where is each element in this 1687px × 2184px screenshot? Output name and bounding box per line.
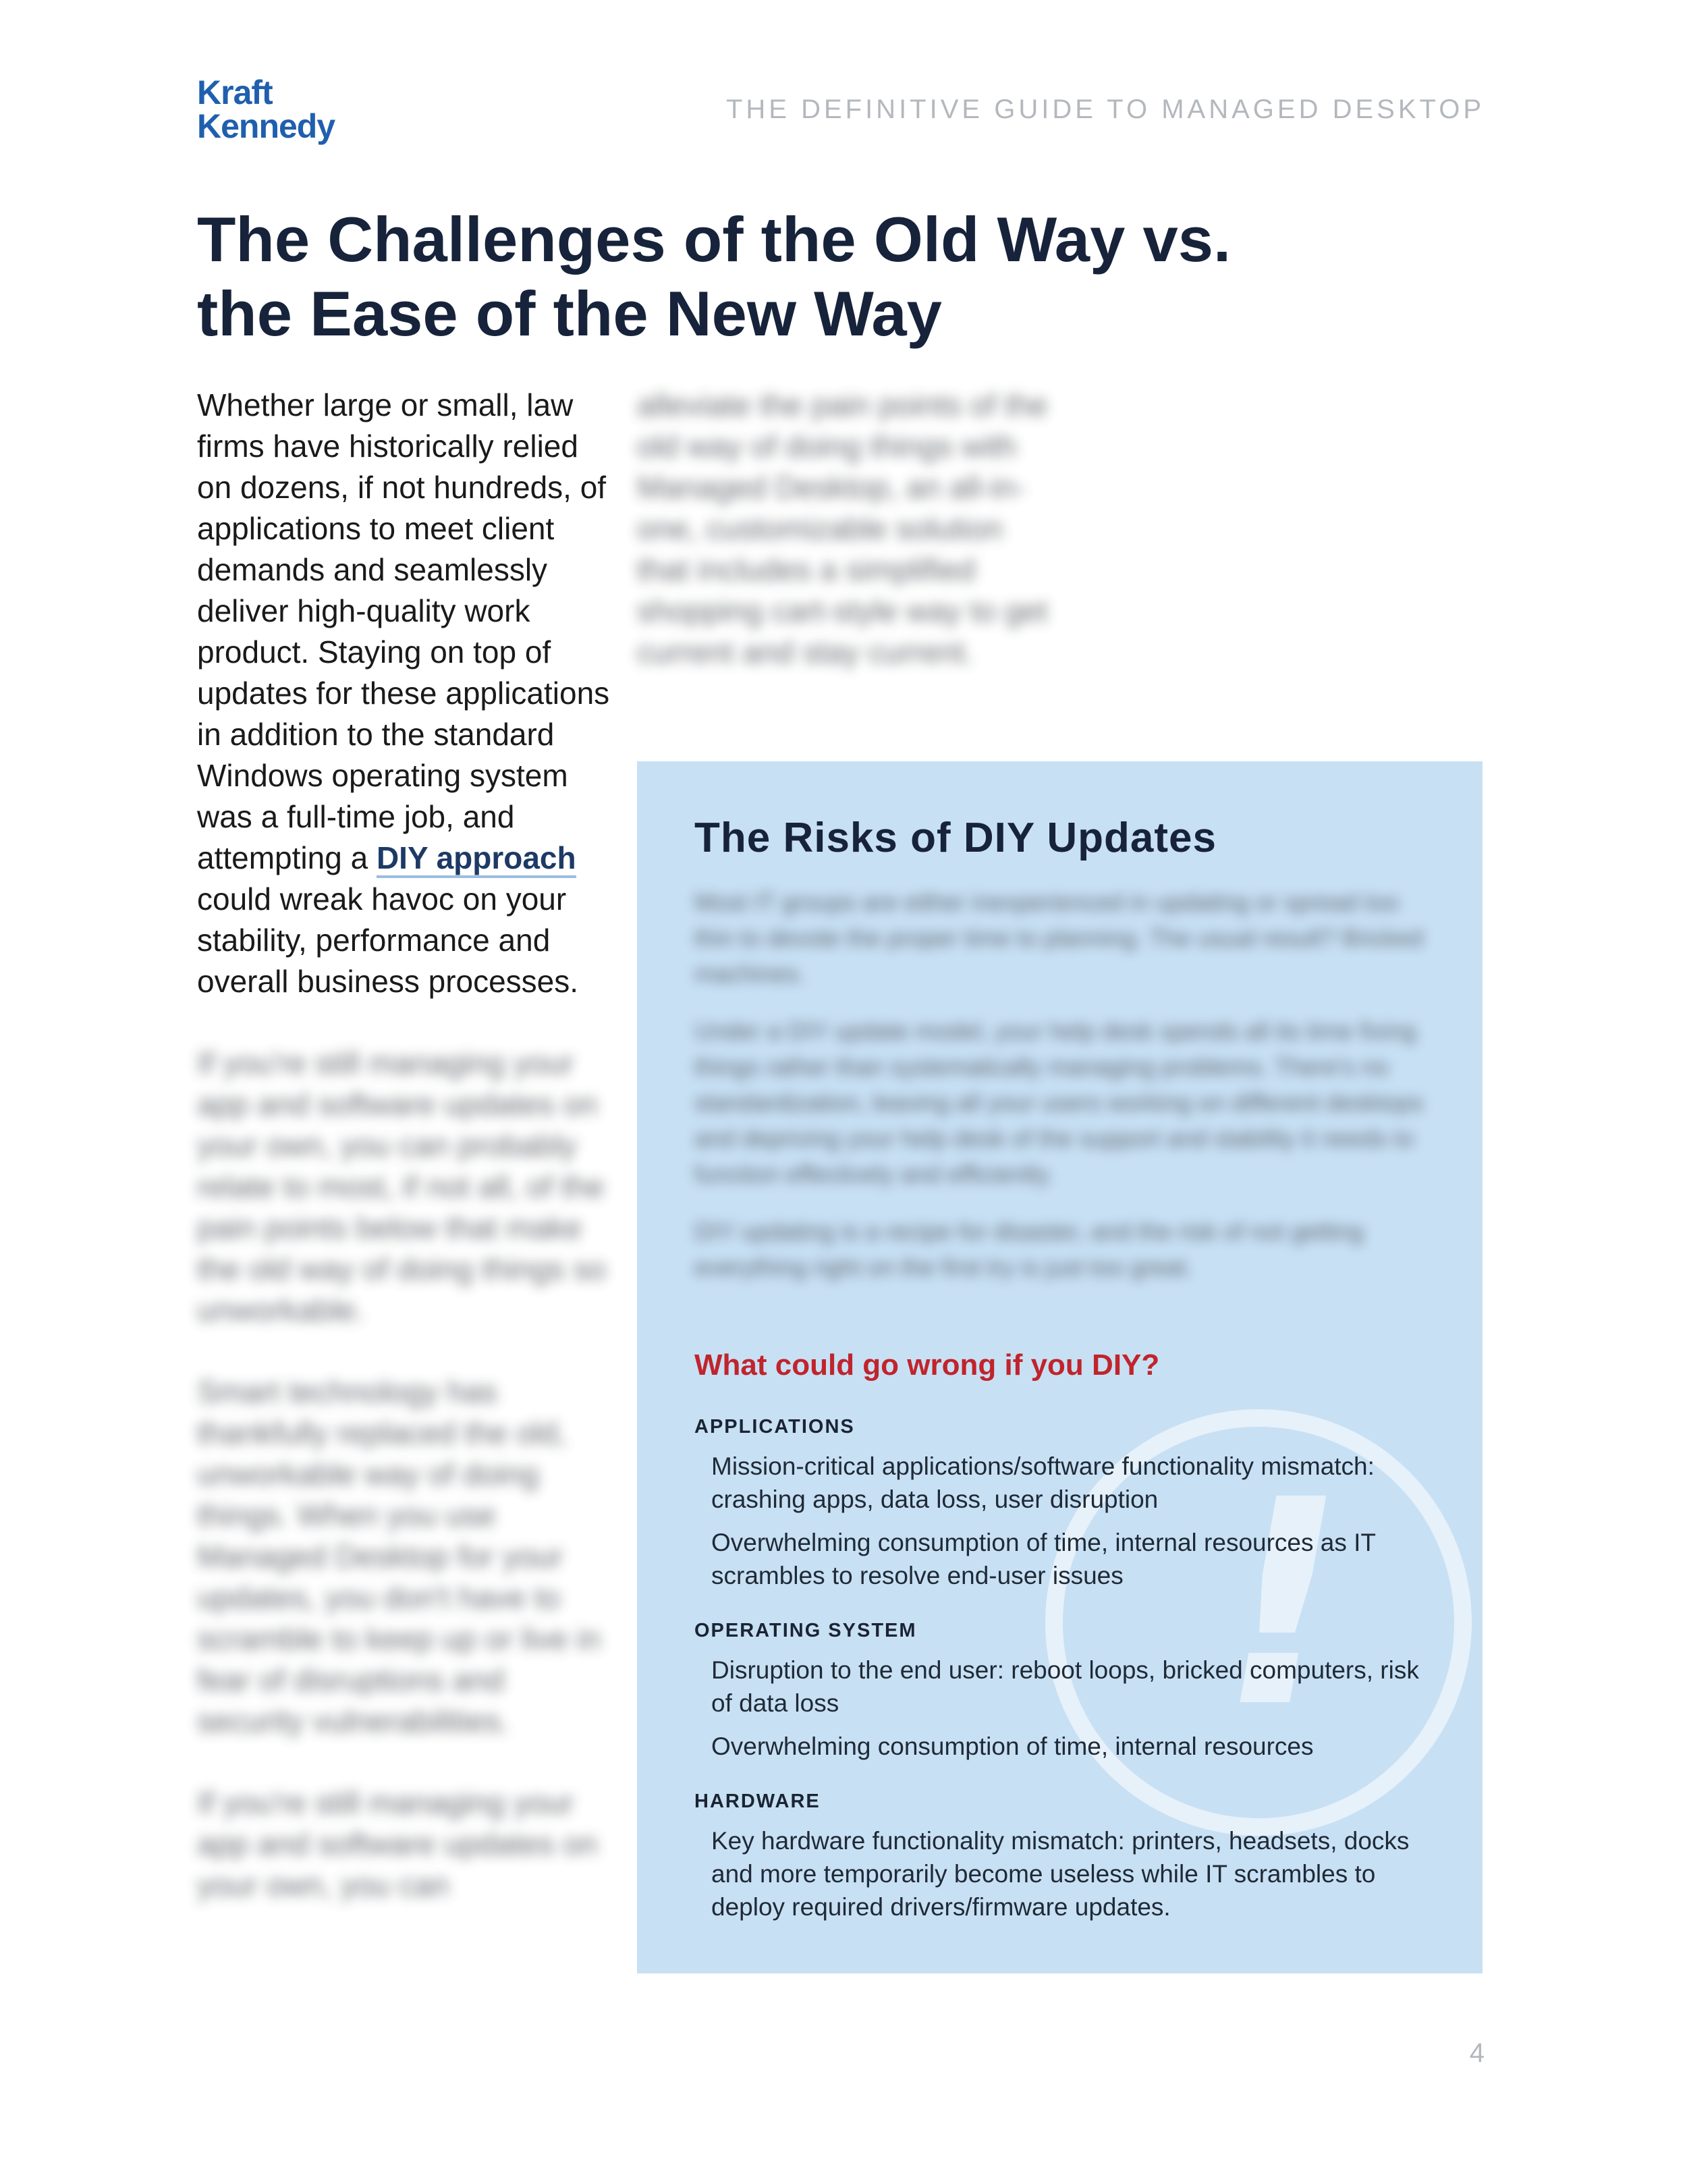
list-item: Key hardware functionality mismatch: printers, headsets, docks and more temporarily become useless while IT scrambles to deploy required drivers/firmware updates. (711, 1827, 1410, 1921)
list-item: Overwhelming consumption of time, internal resources as IT scrambles to resolve end-user issues (711, 1529, 1376, 1589)
list-item: Overwhelming consumption of time, internal resources (711, 1732, 1314, 1760)
list-item: Disruption to the end user: reboot loops, bricked computers, risk of data loss (711, 1656, 1419, 1717)
kraft-kennedy-logo (197, 76, 335, 143)
what-could-go-wrong-heading: What could go wrong if you DIY? (694, 1348, 1160, 1382)
blurred-right-paragraph: alleviate the pain points of the old way of doing things with Managed Desktop, an all-in-one, customizable solution that includes a simplified shopping cart-style way to get current and stay current. (637, 387, 1048, 670)
intro-text-start: Whether large or small, law firms have historically relied on dozens, if not hundreds, of applications to meet client demands and seamlessly deliver high-quality work product. Staying on top of updates for these applications in addition to the standard Windows operating system was a full-time job, and attempting a (197, 387, 610, 875)
logo-line-2: Kennedy (197, 107, 335, 145)
blurred-paragraph-2: Smart technology has thankfully replaced the old, unworkable way of doing things. When you use Managed Desktop for your updates, you don't have to scramble to keep up or live in fear of disruptions and security vulnerabilities. (197, 1374, 601, 1739)
blurred-paragraph-1: If you're still managing your app and software updates on your own, you can probably relate to most, if not all, of the pain points below that make the old way of doing things so unworkable. (197, 1045, 607, 1328)
page-title (197, 202, 1479, 351)
blurred-paragraph-3: If you're still managing your app and software updates on your own, you can (197, 1785, 598, 1903)
logo-line-1: Kraft (197, 74, 273, 111)
section-label-applications: APPLICATIONS (694, 1416, 855, 1438)
page-title-line-2: the Ease of the New Way (197, 278, 942, 349)
intro-text-end: could wreak havoc on your stability, performance and overall business processes. (197, 881, 579, 999)
risks-blurred-paragraph-2: Under a DIY update model, your help desk spends all its time fixing things rather than systematically managing problems. There's no standardization, leaving all your users working on different desktops and depriving your help desk of the support and stability it needs to function effectively and efficiently. (694, 1017, 1423, 1188)
diy-approach-link[interactable]: DIY approach (377, 840, 576, 878)
risks-blurred-paragraph-1: Most IT groups are either inexperienced in updating or spread too thin to devote the proper time to planning. The usual result? Bricked machines. (694, 888, 1423, 987)
page-title-line-1: The Challenges of the Old Way vs. (197, 204, 1232, 275)
risks-title: The Risks of DIY Updates (694, 815, 1217, 861)
exclamation-mark-icon: ! (1188, 1440, 1376, 1770)
risks-blurred-text (694, 884, 1430, 1307)
section-label-operating-system: OPERATING SYSTEM (694, 1620, 917, 1641)
list-item: Mission-critical applications/software functionality mismatch: crashing apps, data loss, user disruption (711, 1452, 1375, 1513)
risks-blurred-paragraph-3: DIY updating is a recipe for disaster, and the risk of not getting everything right on the first try is just too great. (694, 1218, 1364, 1281)
left-column (197, 385, 615, 1906)
intro-paragraph (197, 385, 615, 1002)
guide-title: THE DEFINITIVE GUIDE TO MANAGED DESKTOP (725, 94, 1485, 124)
page-number: 4 (1469, 2038, 1485, 2068)
section-label-hardware: HARDWARE (694, 1791, 821, 1812)
risks-callout-box (637, 761, 1483, 1973)
